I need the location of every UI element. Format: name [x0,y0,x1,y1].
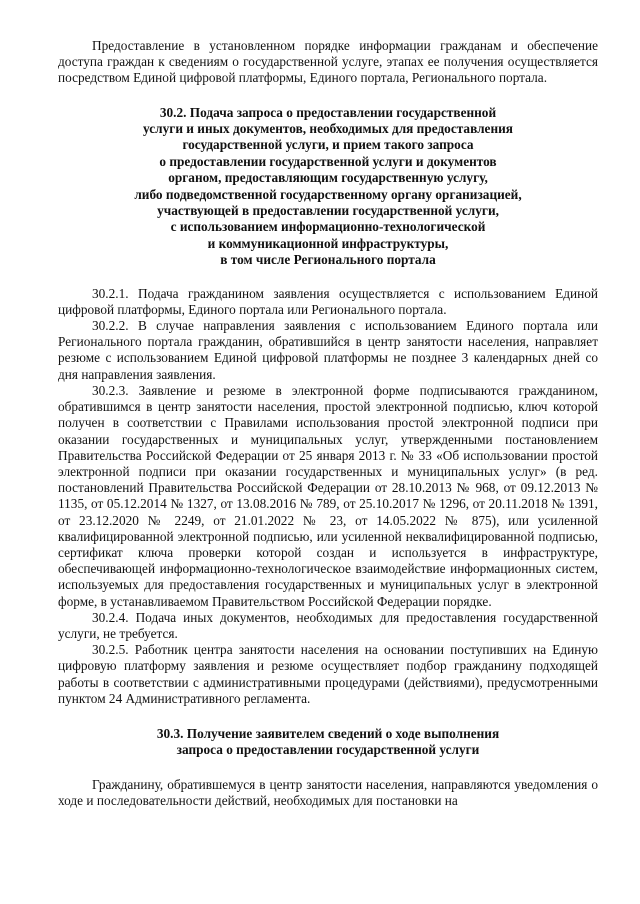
paragraph-30-3-intro: Гражданину, обратившемуся в центр занятости населения, направляются уведомления о ходе и последовательности действий, необходимых для постановки на [58,776,598,808]
heading-line: либо подведомственной государственному органу организацией, [134,186,522,202]
paragraph-30-2-2: 30.2.2. В случае направления заявления с использованием Единого портала или Регионального портала гражданин, обратившийся в центр занятости населения, направляет резюме с использованием Единой цифровой платформы не позднее 3 календарных дней со дня направления заявления. [58,318,598,382]
heading-line: услуги и иных документов, необходимых для предоставления [143,121,513,137]
heading-line: запроса о предоставлении государственной услуги [176,742,480,758]
paragraph-30-2-4: 30.2.4. Подача иных документов, необходимых для предоставления государственной услуги, не требуется. [58,609,598,641]
document-page [58,38,598,809]
heading-line: в том числе Регионального портала [220,252,436,268]
heading-line: 30.2. Подача запроса о предоставлении государственной [159,104,497,120]
paragraph-30-2-3: 30.2.3. Заявление и резюме в электронной форме подписываются гражданином, обратившимся в центр занятости населения, простой электронной подписью, ключ которой получен в соответствии с Правилами использования простой электронной подписи при оказании государственных и муниципальных услуг, утвержденными постановлением Правительства Российской Федерации от 25 января 2013 г. № 33 «Об использовании простой электронной подписи при оказании государственных и муниципальных услуг» (в ред. постановлений Правительства Российской Федерации от 28.10.2013 № 968, от 09.12.2013 № 1135, от 05.12.2014 № 1327, от 13.08.2016 № 789, от 25.10.2017 № 1296, от 20.11.2018 № 1391, от 23.12.2020 № 2249, от 21.01.2022 № 23, от 14.05.2022 № 875), или усиленной квалифицированной электронной подписью, или усиленной неквалифицированной подписью, сертификат ключа проверки которой создан и используется в инфраструктуре, обеспечивающей информационно-технологическое взаимодействие информационных систем, используемых для предоставления государственных и муниципальных услуг в электронной форме, в устанавливаемом Правительством Российской Федерации порядке. [58,382,598,609]
heading-line: о предоставлении государственной услуги и документов [159,153,497,169]
heading-line: 30.3. Получение заявителем сведений о ходе выполнения [156,725,500,741]
heading-line: участвующей в предоставлении государственной услуги, [157,203,499,219]
heading-line: с использованием информационно-технологической [170,219,486,235]
section-30-2-heading [93,105,563,269]
paragraph-30-2-1: 30.2.1. Подача гражданином заявления осуществляется с использованием Единой цифровой платформы, Единого портала или Регионального портала. [58,285,598,317]
heading-line: государственной услуги, и прием такого запроса [182,137,474,153]
section-30-3-heading [118,726,538,759]
heading-line: и коммуникационной инфраструктуры, [207,235,449,251]
paragraph-30-2-5: 30.2.5. Работник центра занятости населения на основании поступивших на Единую цифровую платформу заявления и резюме осуществляет подбор гражданину подходящей работы в соответствии с административными процедурами (действиями), предусмотренными пунктом 24 Административного регламента. [58,642,598,706]
intro-paragraph: Предоставление в установленном порядке информации гражданам и обеспечение доступа граждан к сведениям о государственной услуге, этапах ее получения осуществляется посредством Единой цифровой платформы, Единого портала, Регионального портала. [58,38,598,86]
heading-line: органом, предоставляющим государственную услугу, [168,170,488,186]
